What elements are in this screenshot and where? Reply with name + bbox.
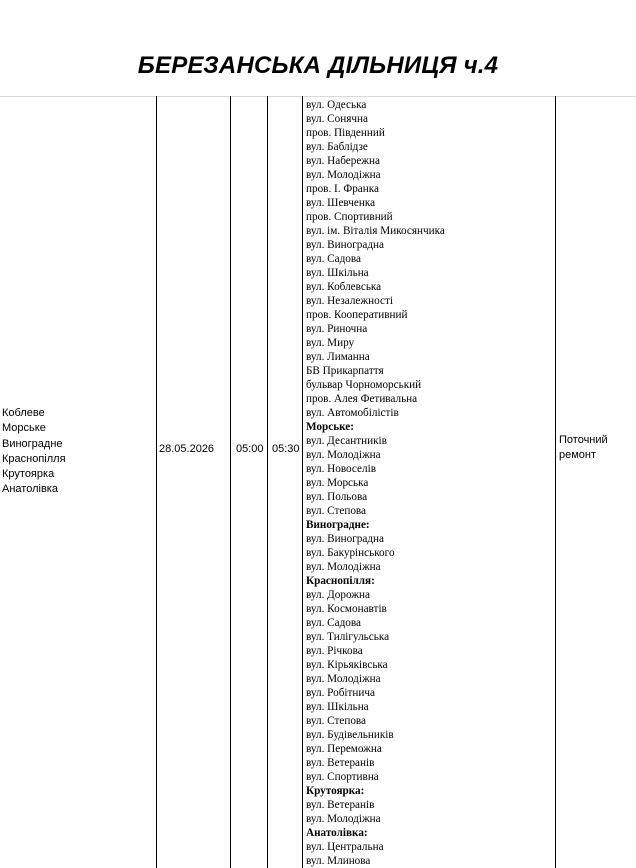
settlement-name: Коблеве — [2, 407, 45, 419]
street-item: вул. Коблевська — [306, 281, 382, 293]
schedule-table — [0, 96, 636, 868]
settlements-cell — [2, 406, 152, 498]
street-item: вул. Морська — [306, 477, 369, 489]
street-item: вул. Дорожна — [306, 589, 370, 601]
settlement-subheading: Виноградне: — [306, 519, 370, 531]
column-divider — [230, 96, 231, 868]
street-item: вул. Риночна — [306, 323, 368, 335]
settlement-subheading: Морське: — [306, 421, 354, 433]
column-divider — [267, 96, 268, 868]
settlement-name: Крутоярка — [2, 468, 55, 481]
settlement-name: Морське — [2, 422, 46, 435]
street-item: вул. Виноградна — [306, 533, 385, 545]
street-item: вул. Ветеранів — [306, 799, 375, 811]
street-item: вул. Кірьяківська — [306, 659, 388, 671]
street-item: вул. Молодіжна — [306, 449, 381, 461]
street-item: вул. Десантників — [306, 435, 387, 447]
street-item: вул. Тилігульська — [306, 631, 390, 643]
column-divider — [156, 96, 157, 868]
street-item: вул. Польова — [306, 491, 368, 503]
street-item: вул. Робітнича — [306, 687, 375, 699]
column-divider — [555, 96, 556, 868]
page-title: БЕРЕЗАНСЬКА ДІЛЬНИЦЯ ч.4 — [137, 52, 499, 79]
street-item: вул. Спортивна — [306, 771, 379, 783]
street-item: бульвар Чорноморський — [306, 379, 422, 391]
street-item: вул. Шкільна — [306, 701, 369, 713]
street-item: вул. Незалежності — [306, 295, 393, 307]
street-item: вул. Ветеранів — [306, 757, 375, 769]
street-item: вул. Сонячна — [306, 113, 368, 125]
street-item: вул. Садова — [306, 617, 361, 629]
street-item: вул. Бакурінського — [306, 547, 395, 559]
street-item: вул. Одеська — [306, 99, 367, 111]
street-item: вул. Будівельників — [306, 729, 394, 741]
street-item: пров. Спортивний — [306, 211, 393, 223]
streets-cell — [306, 98, 554, 868]
street-item: вул. Садова — [306, 253, 361, 265]
street-item: вул. Набережна — [306, 155, 380, 167]
outage-reason — [559, 433, 635, 463]
settlement-name: Виноградне — [2, 437, 63, 450]
street-item: вул. Молодіжна — [306, 169, 381, 181]
outage-time-from: 05:00 — [236, 443, 264, 455]
street-item: вул. Степова — [306, 715, 367, 727]
outage-date: 28.05.2026 — [159, 443, 215, 455]
settlement-name: Краснопілля — [2, 452, 66, 465]
street-item: вул. Молодіжна — [306, 561, 381, 573]
outage-time-to: 05:30 — [272, 443, 300, 455]
street-item: пров. Кооперативний — [306, 309, 408, 321]
table-top-border — [0, 96, 636, 97]
street-item: вул. Автомобілістів — [306, 407, 399, 419]
street-item: вул. Молодіжна — [306, 813, 381, 825]
column-divider — [302, 96, 303, 868]
street-item: вул. Центральна — [306, 841, 384, 853]
street-item: вул. Виноградна — [306, 239, 385, 251]
settlement-name: Анатолівка — [2, 483, 58, 496]
street-item: БВ Прикарпаття — [306, 365, 384, 377]
street-item: вул. Шкільна — [306, 267, 369, 279]
street-item: вул. Шевченка — [306, 197, 376, 209]
settlement-subheading: Анатолівка: — [306, 827, 368, 839]
street-item: вул. Молодіжна — [306, 673, 381, 685]
street-item: вул. Баблідзе — [306, 141, 368, 153]
street-item: вул. Новоселів — [306, 463, 376, 475]
street-item: пров. І. Франка — [306, 183, 379, 195]
reason-line: ремонт — [559, 449, 597, 461]
settlement-subheading: Крутоярка: — [306, 785, 365, 797]
settlement-subheading: Краснопілля: — [306, 575, 375, 587]
street-item: пров. Південний — [306, 127, 385, 139]
street-item: вул. Степова — [306, 505, 367, 517]
street-item: пров. Алея Фетивальна — [306, 393, 418, 405]
street-item: вул. Млинова — [306, 855, 371, 867]
street-item: вул. ім. Віталія Микосянчика — [306, 225, 445, 237]
street-item: вул. Космонавтів — [306, 603, 387, 615]
street-item: вул. Річкова — [306, 645, 363, 657]
reason-line: Поточний — [559, 434, 608, 446]
street-item: вул. Лиманна — [306, 351, 370, 363]
street-item: вул. Миру — [306, 337, 355, 349]
street-item: вул. Переможна — [306, 743, 382, 755]
